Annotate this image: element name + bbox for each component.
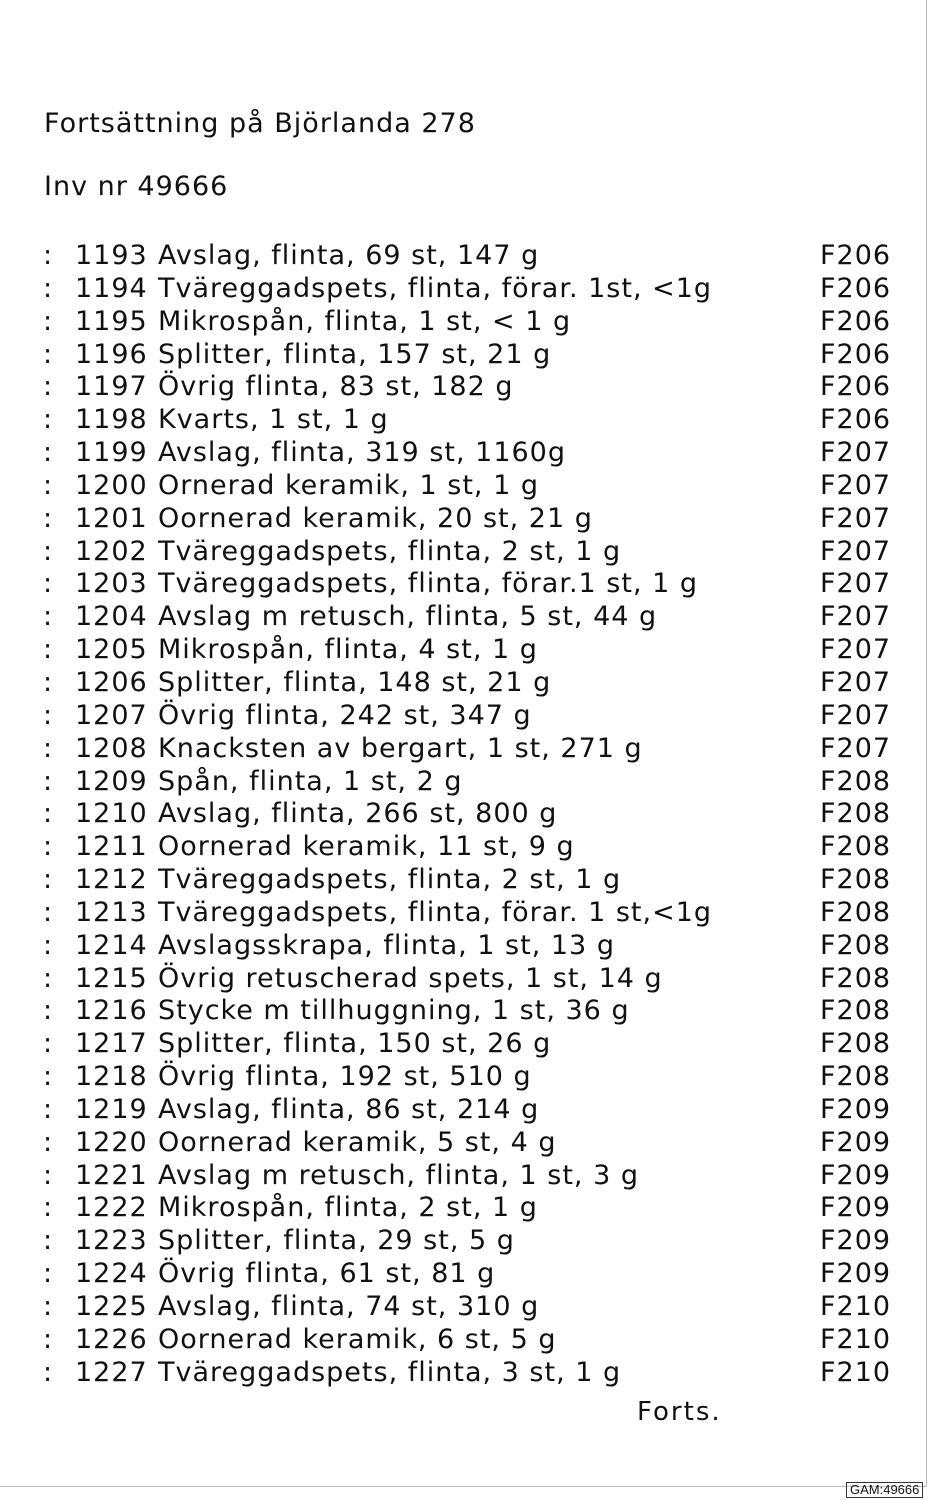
list-item	[0, 831, 937, 864]
entry-description: Oornerad keramik, 20 st, 21 g	[158, 502, 593, 534]
entry-code: F209	[820, 1192, 892, 1224]
entry-code: F207	[820, 469, 892, 501]
entry-code: F207	[820, 535, 892, 567]
list-item	[0, 601, 937, 634]
list-item	[0, 503, 937, 536]
entry-colon: :	[43, 240, 54, 271]
list-item	[0, 536, 937, 569]
entry-number: 1222	[75, 1192, 148, 1224]
entry-number: 1195	[75, 305, 148, 337]
entry-number: 1224	[75, 1258, 148, 1290]
list-item	[0, 1028, 937, 1061]
entry-colon: :	[43, 634, 54, 666]
list-item	[0, 1357, 937, 1390]
inventory-number: Inv nr 49666	[44, 171, 229, 202]
entry-colon: :	[43, 995, 54, 1027]
entry-description: Avslag, flinta, 266 st, 800 g	[158, 798, 558, 830]
entry-colon: :	[43, 765, 54, 797]
list-item	[0, 306, 937, 339]
list-item	[0, 1258, 937, 1291]
entry-colon: :	[43, 535, 54, 567]
entry-colon: :	[43, 962, 54, 994]
list-item	[0, 339, 937, 372]
entry-colon: :	[43, 896, 54, 928]
entry-description: Tväreggadspets, flinta, 3 st, 1 g	[158, 1356, 622, 1388]
list-item	[0, 1192, 937, 1225]
entry-description: Mikrospån, flinta, 2 st, 1 g	[158, 1192, 538, 1224]
entry-code: F208	[820, 1028, 892, 1060]
entry-code: F207	[820, 568, 892, 600]
entry-description: Oornerad keramik, 11 st, 9 g	[158, 831, 575, 863]
entry-number: 1210	[75, 798, 148, 830]
entry-code: F206	[820, 240, 892, 271]
entry-number: 1212	[75, 864, 148, 896]
list-item	[0, 1160, 937, 1193]
entry-description: Oornerad keramik, 5 st, 4 g	[158, 1126, 557, 1158]
list-item	[0, 864, 937, 897]
entry-number: 1209	[75, 765, 148, 797]
entry-code: F210	[820, 1356, 892, 1388]
entry-number: 1217	[75, 1028, 148, 1060]
entry-description: Övrig flinta, 61 st, 81 g	[158, 1258, 496, 1290]
entry-code: F208	[820, 765, 892, 797]
entry-code: F210	[820, 1323, 892, 1355]
entry-code: F208	[820, 864, 892, 896]
entry-number: 1207	[75, 699, 148, 731]
entry-code: F209	[820, 1159, 892, 1191]
entry-number: 1220	[75, 1126, 148, 1158]
entry-code: F209	[820, 1225, 892, 1257]
entry-code: F208	[820, 896, 892, 928]
entry-colon: :	[43, 798, 54, 830]
entry-code: F210	[820, 1291, 892, 1322]
list-item	[0, 404, 937, 437]
entry-code: F208	[820, 831, 892, 863]
entry-colon: :	[43, 1061, 54, 1093]
entry-number: 1198	[75, 404, 148, 436]
list-item	[0, 1061, 937, 1094]
entry-description: Avslag, flinta, 319 st, 1160g	[158, 437, 566, 469]
entry-colon: :	[43, 601, 54, 633]
entry-number: 1226	[75, 1323, 148, 1355]
list-item	[0, 240, 937, 273]
list-item	[0, 733, 937, 766]
entry-number: 1206	[75, 666, 148, 698]
entry-description: Avslag, flinta, 74 st, 310 g	[158, 1291, 540, 1322]
entry-code: F209	[820, 1093, 892, 1125]
entry-code: F208	[820, 798, 892, 830]
entry-description: Övrig flinta, 192 st, 510 g	[158, 1061, 532, 1093]
entry-description: Stycke m tillhuggning, 1 st, 36 g	[158, 995, 630, 1027]
entry-number: 1214	[75, 929, 148, 961]
continuation-note: Forts.	[637, 1397, 722, 1427]
entry-colon: :	[43, 1225, 54, 1257]
entry-colon: :	[43, 1093, 54, 1125]
entry-colon: :	[43, 1356, 54, 1388]
entry-number: 1223	[75, 1225, 148, 1257]
entry-colon: :	[43, 831, 54, 863]
list-item	[0, 897, 937, 930]
list-item	[0, 995, 937, 1028]
entry-description: Mikrospån, flinta, 1 st, < 1 g	[158, 305, 572, 337]
entry-code: F208	[820, 929, 892, 961]
entry-colon: :	[43, 1192, 54, 1224]
entry-colon: :	[43, 371, 54, 403]
archive-stamp: GAM:49666	[846, 1482, 923, 1498]
entry-description: Tväreggadspets, flinta, 2 st, 1 g	[158, 864, 622, 896]
list-item	[0, 568, 937, 601]
entry-number: 1200	[75, 469, 148, 501]
entry-number: 1221	[75, 1159, 148, 1191]
entry-code: F207	[820, 437, 892, 469]
entry-colon: :	[43, 305, 54, 337]
entry-description: Splitter, flinta, 150 st, 26 g	[158, 1028, 552, 1060]
entry-number: 1199	[75, 437, 148, 469]
entry-code: F207	[820, 634, 892, 666]
entry-number: 1201	[75, 502, 148, 534]
entry-code: F206	[820, 272, 892, 304]
entry-colon: :	[43, 338, 54, 370]
entry-number: 1204	[75, 601, 148, 633]
list-item	[0, 930, 937, 963]
entry-colon: :	[43, 272, 54, 304]
list-item	[0, 1291, 937, 1324]
entry-colon: :	[43, 1028, 54, 1060]
list-item	[0, 667, 937, 700]
entry-number: 1227	[75, 1356, 148, 1388]
entry-code: F209	[820, 1258, 892, 1290]
document-title: Fortsättning på Björlanda 278	[44, 108, 476, 139]
list-item	[0, 963, 937, 996]
entry-number: 1194	[75, 272, 148, 304]
entry-number: 1213	[75, 896, 148, 928]
entry-code: F207	[820, 601, 892, 633]
entry-description: Övrig flinta, 83 st, 182 g	[158, 371, 514, 403]
entry-number: 1202	[75, 535, 148, 567]
entry-colon: :	[43, 1159, 54, 1191]
entry-description: Avslag m retusch, flinta, 1 st, 3 g	[158, 1159, 639, 1191]
entry-description: Splitter, flinta, 29 st, 5 g	[158, 1225, 515, 1257]
entry-number: 1211	[75, 831, 148, 863]
entry-colon: :	[43, 666, 54, 698]
entry-colon: :	[43, 864, 54, 896]
entry-description: Avslag m retusch, flinta, 5 st, 44 g	[158, 601, 658, 633]
entry-code: F207	[820, 699, 892, 731]
list-item	[0, 1094, 937, 1127]
entry-colon: :	[43, 502, 54, 534]
entry-description: Splitter, flinta, 148 st, 21 g	[158, 666, 552, 698]
entry-colon: :	[43, 699, 54, 731]
entry-number: 1225	[75, 1291, 148, 1322]
list-item	[0, 371, 937, 404]
entry-code: F209	[820, 1126, 892, 1158]
entry-description: Splitter, flinta, 157 st, 21 g	[158, 338, 552, 370]
list-item	[0, 766, 937, 799]
entry-description: Tväreggadspets, flinta, förar. 1st, <1g	[158, 272, 713, 304]
list-item	[0, 700, 937, 733]
entry-description: Knacksten av bergart, 1 st, 271 g	[158, 732, 643, 764]
list-item	[0, 470, 937, 503]
entry-code: F208	[820, 995, 892, 1027]
entry-description: Tväreggadspets, flinta, förar.1 st, 1 g	[158, 568, 699, 600]
entry-colon: :	[43, 437, 54, 469]
entry-description: Avslag, flinta, 69 st, 147 g	[158, 240, 540, 271]
entry-code: F208	[820, 962, 892, 994]
entry-description: Spån, flinta, 1 st, 2 g	[158, 765, 463, 797]
entry-number: 1208	[75, 732, 148, 764]
entry-code: F207	[820, 732, 892, 764]
entry-number: 1203	[75, 568, 148, 600]
entry-colon: :	[43, 568, 54, 600]
entry-colon: :	[43, 1291, 54, 1322]
entry-number: 1196	[75, 338, 148, 370]
entry-description: Mikrospån, flinta, 4 st, 1 g	[158, 634, 538, 666]
list-item	[0, 1127, 937, 1160]
entry-description: Övrig retuscherad spets, 1 st, 14 g	[158, 962, 663, 994]
entry-description: Avslagsskrapa, flinta, 1 st, 13 g	[158, 929, 615, 961]
entry-colon: :	[43, 1323, 54, 1355]
entry-code: F206	[820, 305, 892, 337]
entry-description: Tväreggadspets, flinta, förar. 1 st,<1g	[158, 896, 713, 928]
entry-description: Oornerad keramik, 6 st, 5 g	[158, 1323, 557, 1355]
entry-code: F206	[820, 371, 892, 403]
list-item	[0, 1324, 937, 1357]
entry-number: 1218	[75, 1061, 148, 1093]
entry-description: Övrig flinta, 242 st, 347 g	[158, 699, 532, 731]
entry-code: F207	[820, 666, 892, 698]
list-item	[0, 273, 937, 306]
entry-colon: :	[43, 732, 54, 764]
entry-colon: :	[43, 404, 54, 436]
entry-colon: :	[43, 469, 54, 501]
entry-number: 1219	[75, 1093, 148, 1125]
entry-colon: :	[43, 929, 54, 961]
list-item	[0, 798, 937, 831]
entry-number: 1193	[75, 240, 148, 271]
list-item	[0, 1225, 937, 1258]
entry-number: 1216	[75, 995, 148, 1027]
entry-code: F206	[820, 404, 892, 436]
entry-code: F206	[820, 338, 892, 370]
entry-code: F207	[820, 502, 892, 534]
entry-colon: :	[43, 1258, 54, 1290]
entry-code: F208	[820, 1061, 892, 1093]
entry-number: 1215	[75, 962, 148, 994]
entry-colon: :	[43, 1126, 54, 1158]
entry-description: Tväreggadspets, flinta, 2 st, 1 g	[158, 535, 622, 567]
entry-list	[0, 240, 937, 1390]
entry-description: Avslag, flinta, 86 st, 214 g	[158, 1093, 540, 1125]
entry-description: Kvarts, 1 st, 1 g	[158, 404, 389, 436]
entry-number: 1197	[75, 371, 148, 403]
list-item	[0, 634, 937, 667]
entry-number: 1205	[75, 634, 148, 666]
entry-description: Ornerad keramik, 1 st, 1 g	[158, 469, 539, 501]
list-item	[0, 437, 937, 470]
